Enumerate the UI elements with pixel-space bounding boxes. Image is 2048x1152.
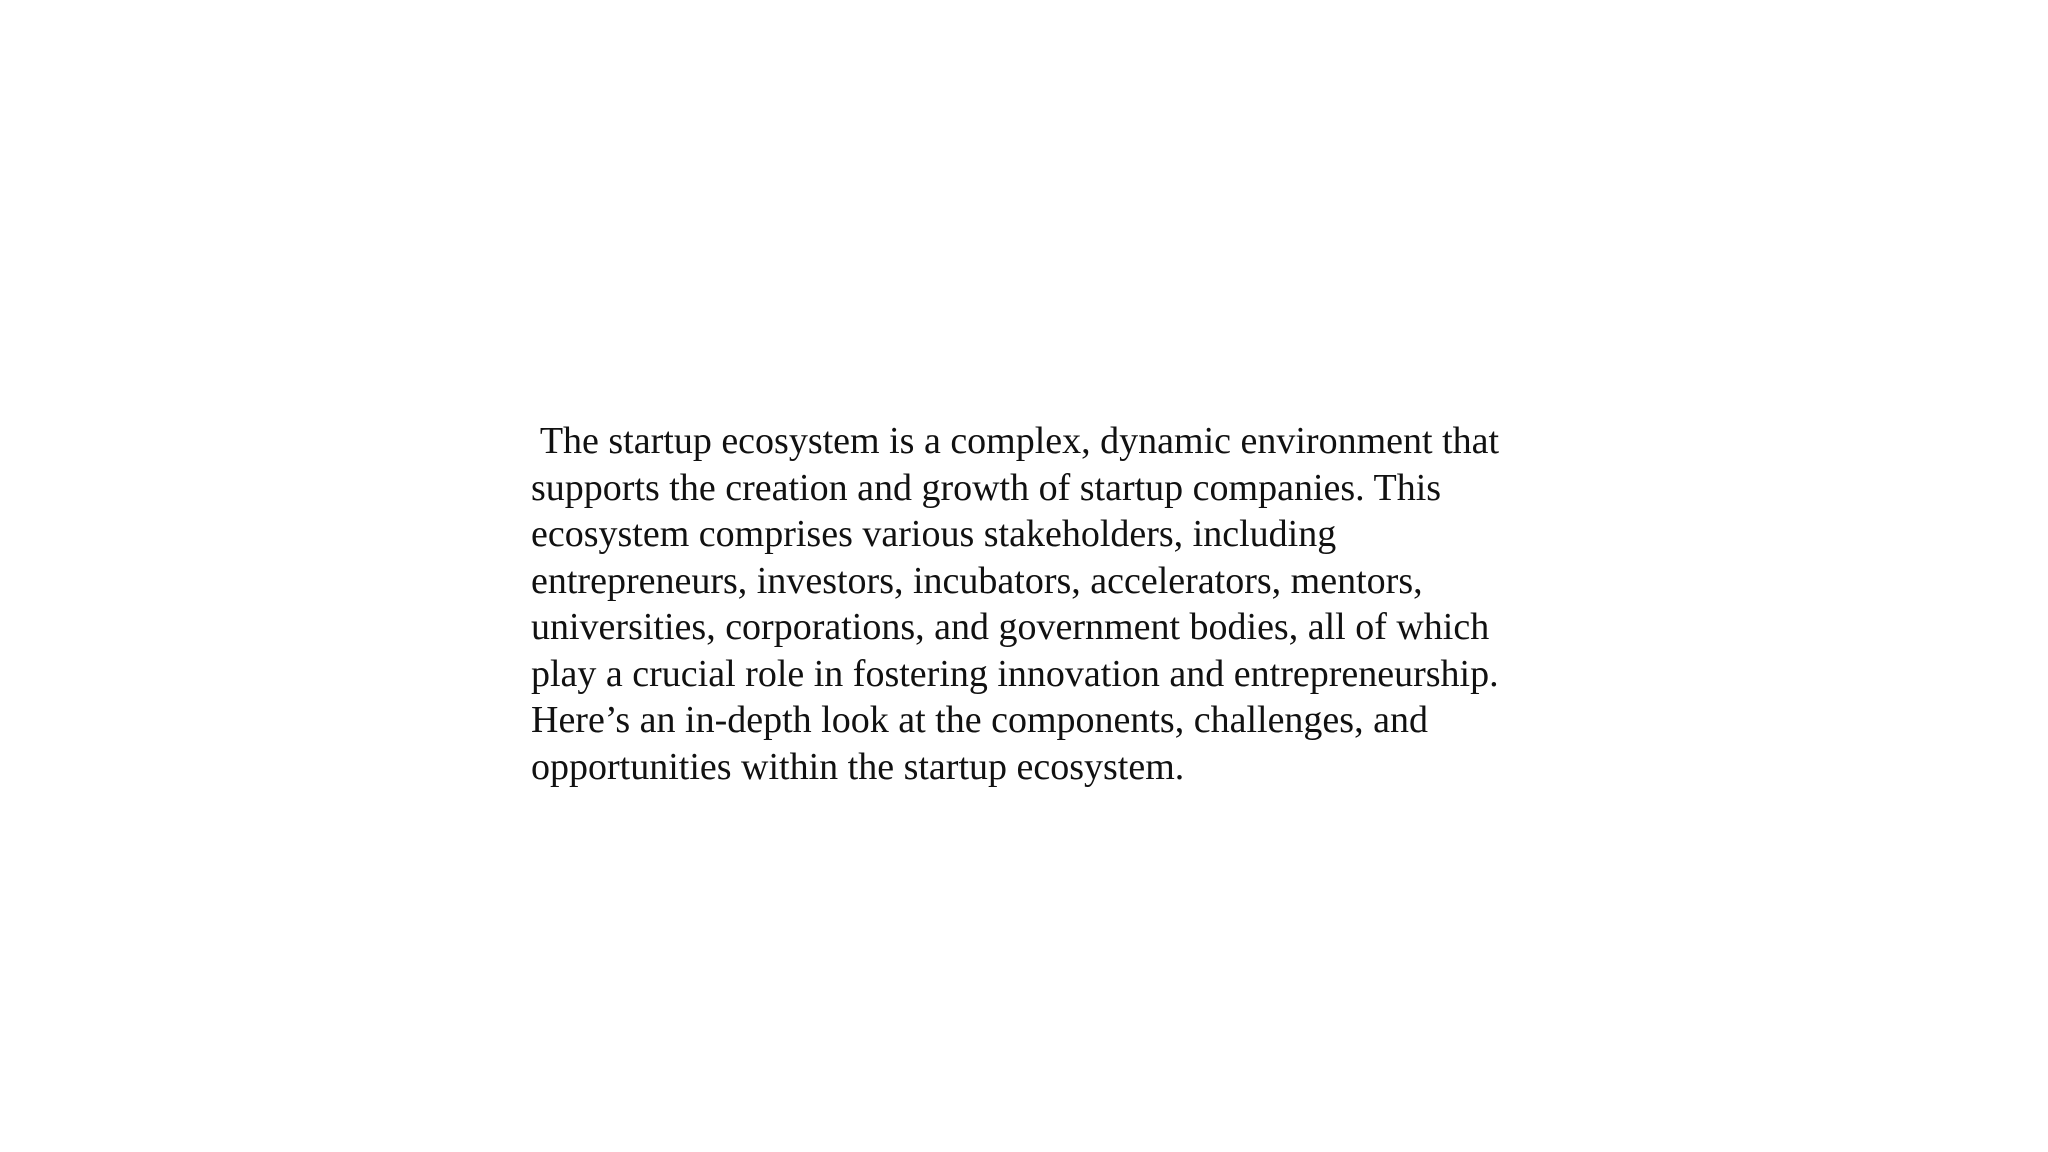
paragraph-line: ecosystem comprises various stakeholders, including — [531, 513, 1337, 555]
paragraph-line: opportunities within the startup ecosystem. — [531, 745, 1185, 788]
paragraph-line: play a crucial role in fostering innovation and entrepreneurship. — [531, 652, 1499, 695]
paragraph-line: supports the creation and growth of startup companies. This — [531, 466, 1442, 509]
paragraph-line: The startup ecosystem is a complex, dynamic environment that — [531, 420, 1500, 462]
body-paragraph — [531, 418, 1571, 790]
paragraph-line: universities, corporations, and government bodies, all of which — [531, 606, 1490, 648]
paragraph-line: entrepreneurs, investors, incubators, accelerators, mentors, — [531, 559, 1423, 602]
paragraph-line: Here’s an in-depth look at the components, challenges, and — [531, 699, 1428, 741]
